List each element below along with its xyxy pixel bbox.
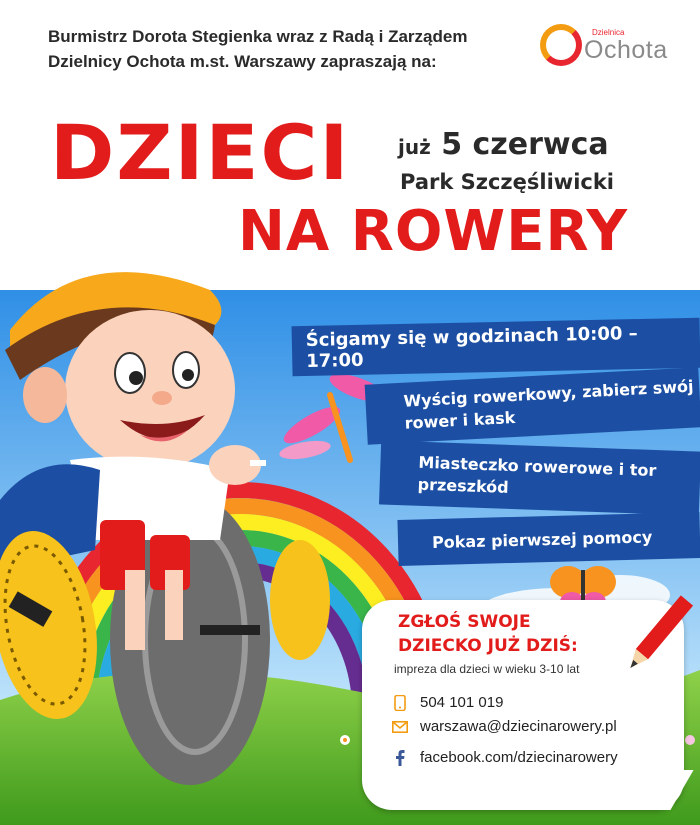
contact-facebook[interactable] bbox=[392, 749, 618, 766]
intro-line-1: Burmistrz Dorota Stegienka wraz z Radą i Zarządem bbox=[48, 27, 468, 46]
signup-call-to-action bbox=[398, 610, 578, 658]
ochota-logo bbox=[540, 22, 670, 78]
email-link[interactable]: warszawa@dziecinarowery.pl bbox=[420, 718, 617, 735]
cta-line-2: DZIECKO JUŻ DZIŚ: bbox=[398, 636, 578, 656]
age-note: impreza dla dzieci w wieku 3-10 lat bbox=[394, 662, 580, 676]
contact-phone[interactable] bbox=[392, 694, 503, 711]
phone-icon bbox=[392, 695, 408, 711]
contact-email[interactable] bbox=[392, 718, 617, 735]
banner-town: Miasteczko rowerowe i tor przeszkód bbox=[379, 440, 700, 515]
phone-number[interactable]: 504 101 019 bbox=[420, 694, 504, 711]
event-date bbox=[398, 127, 609, 162]
logo-small-text: Dzielnica bbox=[592, 28, 625, 37]
envelope-icon bbox=[392, 719, 408, 735]
logo-name: Ochota bbox=[584, 36, 668, 64]
banner-first-aid: Pokaz pierwszej pomocy bbox=[397, 512, 700, 566]
banner-race: Wyścig rowerkowy, zabierz swój rower i kask bbox=[365, 367, 700, 444]
event-date-prefix: już bbox=[398, 135, 431, 159]
intro-line-2: Dzielnicy Ochota m.st. Warszawy zapraszają na: bbox=[48, 52, 437, 71]
title-line-1: DZIECI bbox=[50, 108, 351, 197]
pencil-icon bbox=[618, 590, 698, 680]
banner-hours: Ścigamy się w godzinach 10:00 – 17:00 bbox=[292, 318, 700, 377]
cta-line-1: ZGŁOŚ SWOJE bbox=[398, 612, 531, 632]
event-place: Park Szczęśliwicki bbox=[400, 170, 614, 194]
intro-text bbox=[48, 24, 518, 74]
logo-ring-icon bbox=[540, 24, 582, 66]
facebook-icon bbox=[392, 750, 408, 766]
title-line-2: NA ROWERY bbox=[238, 199, 629, 264]
event-date-value: 5 czerwca bbox=[441, 127, 609, 162]
facebook-link[interactable]: facebook.com/dziecinarowery bbox=[420, 749, 618, 766]
